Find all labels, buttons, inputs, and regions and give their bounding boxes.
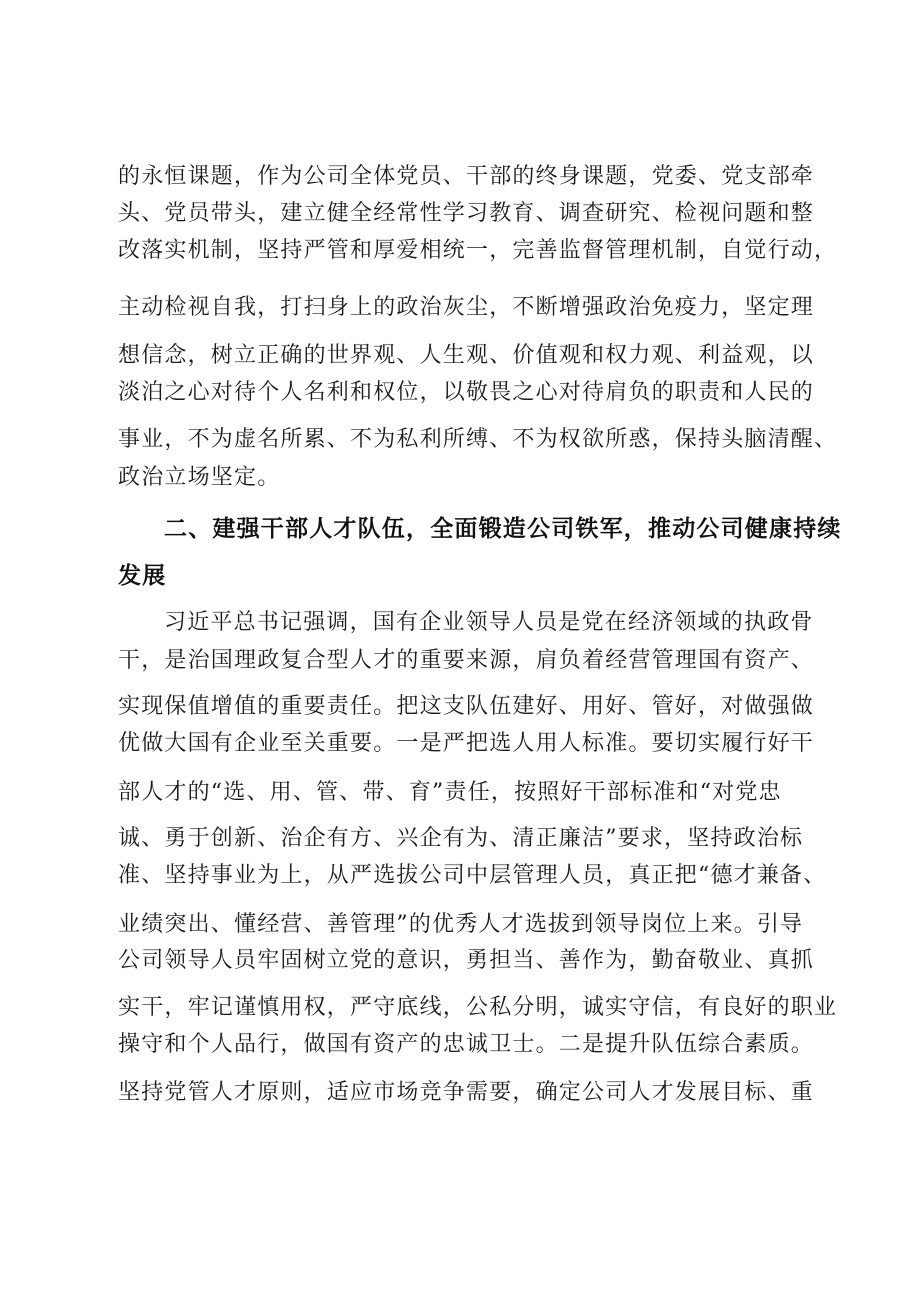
paragraph-line: 事业，不为虚名所累、不为私利所缚、不为权欲所惑，保持头脑清醒、 xyxy=(118,427,838,452)
paragraph-line: 头、党员带头，建立健全经常性学习教育、调查研究、检视问题和整 xyxy=(118,201,815,226)
paragraph-line: 公司领导人员牢固树立党的意识，勇担当、善作为，勤奋敬业、真抓 xyxy=(118,948,815,973)
paragraph-line: 政治立场坚定。 xyxy=(118,465,281,490)
paragraph-line: 部人才的“选、用、管、带、育”责任，按照好干部标准和“对党忠 xyxy=(118,780,782,805)
paragraph-line: 实现保值增值的重要责任。把这支队伍建好、用好、管好，对做强做 xyxy=(118,694,815,719)
paragraph-line: 改落实机制，坚持严管和厚爱相统一，完善监督管理机制，自觉行动， xyxy=(118,238,838,263)
paragraph-line: 坚持党管人才原则，适应市场竞争需要，确定公司人才发展目标、重 xyxy=(118,1080,815,1105)
paragraph-line: 想信念，树立正确的世界观、人生观、价值观和权力观、利益观，以 xyxy=(118,343,815,368)
paragraph-line: 业绩突出、懂经营、善管理”的优秀人才选拔到领导岗位上来。引导 xyxy=(118,912,804,937)
paragraph-line: 的永恒课题，作为公司全体党员、干部的终身课题，党委、党支部牵 xyxy=(118,164,815,189)
paragraph-line: 主动检视自我，打扫身上的政治灰尘，不断增强政治免疫力，坚定理 xyxy=(118,295,815,320)
paragraph-line: 实干，牢记谨慎用权，严守底线，公私分明，诚实守信，有良好的职业 xyxy=(118,995,838,1020)
paragraph-line: 淡泊之心对待个人名利和权位，以敬畏之心对待肩负的职责和人民的 xyxy=(118,380,815,405)
paragraph-line: 操守和个人品行，做国有资产的忠诚卫士。二是提升队伍综合素质。 xyxy=(118,1032,815,1057)
section-heading-continuation: 发展 xyxy=(118,563,167,589)
paragraph-line: 习近平总书记强调，国有企业领导人员是党在经济领域的执政骨 xyxy=(164,610,814,635)
paragraph-line: 准、坚持事业为上，从严选拔公司中层管理人员，真正把“德才兼备、 xyxy=(118,863,827,888)
paragraph-line: 干，是治国理政复合型人才的重要来源，肩负着经营管理国有资产、 xyxy=(118,648,815,673)
paragraph-line: 诚、勇于创新、治企有方、兴企有为、清正廉洁”要求，坚持政治标 xyxy=(118,826,804,851)
paragraph-line: 优做大国有企业至关重要。一是严把选人用人标准。要切实履行好干 xyxy=(118,731,815,756)
section-heading: 二、建强干部人才队伍，全面锻造公司铁军，推动公司健康持续 xyxy=(164,516,842,542)
